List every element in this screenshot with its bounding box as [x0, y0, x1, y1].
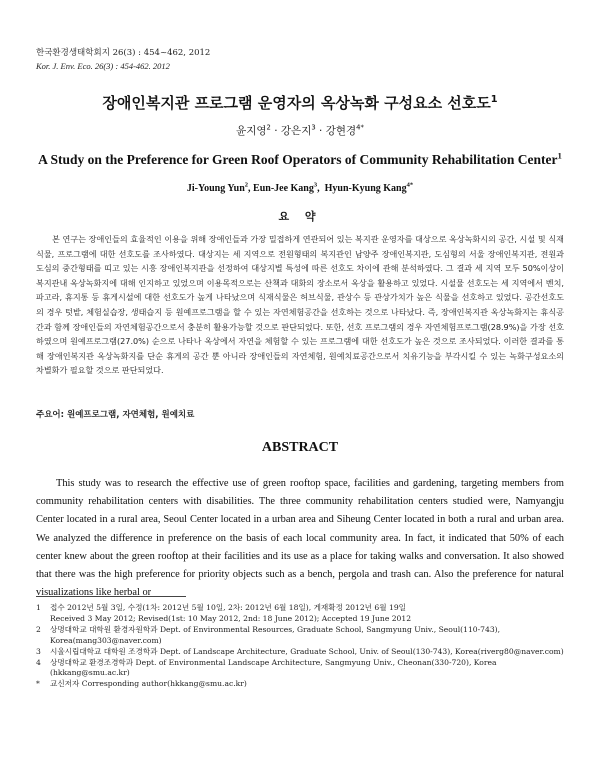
author-en-2-sup: 3: [313, 181, 318, 189]
journal-citation-en: Kor. J. Env. Eco. 26(3) : 454-462. 2012: [36, 61, 170, 71]
footnote-number: 2: [36, 624, 41, 634]
footnote-text: 상명대학교 대학원 환경자원학과 Dept. of Environmental Resources, Graduate School, Sangmyung Univ., Seoul(110-743), Korea(mang303@naver.com): [50, 624, 501, 645]
author-separator: ·: [274, 125, 278, 137]
author-separator: ·: [319, 125, 323, 137]
footnote-text: [50, 603, 564, 625]
abstract-body: This study was to research the effective use of green rooftop space, facilities and gardening, targeting members from community rehabilitation centers with disabilities. The three community rehabilitation centers studied were, Namyangju Center located in a rural area, Seoul Center located in a urban area and Siheung Center located in both a rural and urban area. We analyzed the difference in preference on the basis of each local community area. In fact, it indicated that 50% of each center knew about the green rooftop at their facilities and its use as a place for taking walks and conversation. It also showed that there was the high preference for priority objects such as a bench, pergola and trash can. Also the preference for natural visualizations like herbal or: [36, 478, 564, 599]
footnote-item: [36, 658, 564, 680]
footnotes: [36, 603, 564, 690]
author-kr-2: 강은지: [280, 125, 312, 137]
english-authors: Ji-Young Yun$^2$, Eun-Jee Kang$^3$, Hyun-Kyung Kang$^{4*}$: [186, 181, 414, 194]
korean-title-footnote-mark: 1: [490, 94, 498, 105]
author-kr-1: 윤지영: [236, 125, 267, 137]
author-kr-2-sup: 3: [311, 123, 316, 132]
footnote-text: 교신저자 Corresponding author(hkkang@smu.ac.kr): [50, 679, 247, 689]
korean-abstract-body: 본 연구는 장애인들의 효율적인 이용을 위해 장애인들과 가장 밀접하게 연관되어 있는 복지관 운영자를 대상으로 옥상녹화시의 공간, 시설 및 식재식물, 프로그램에 대한 선호도를 조사하였다. 대상지는 세 지역으로 전원형태의 복지관인 남양주 장애인복지관, 도심형의 서울 장애인복지관, 전원과 도심의 중간형태를 띠고 있는 시흥 장애인복지관을 선정하여 대상지별 특성에 따른 선호도 차이에 관해 분석하였다. 그 결과 세 지역 모두 50%이상이 복지관내 옥상녹화지에 대해 인지하고 있었으며 이용목적으로는 산책과 대화의 장소로서 옥상을 활용하고 있었다. 시설물 선호도는 세 지역에서 벤치, 파고라, 휴지통 등 휴게시설에 대한 선호도가 높게 나타났으며 식재식물은 허브식물, 관상수 등 관상가치가 높은 식물을 선호하고 있었다. 공간선호도의 경우 텃밭, 체험실습장, 생태습지 등 원예프로그램을 할 수 있는 자연체험공간을 선호하는 것으로 나타났다. 즉, 장애인복지관 옥상녹화지는 휴식공간과 함께 장애인들의 자연체험공간으로서 충분히 활용가능할 것으로 판단되었다. 또한, 선호 프로그램의 경우 자연체험프로그램(28.9%)을 가장 선호하였으며 원예프로그램(27.0%) 순으로 나타나 옥상에서 자연을 체험할 수 있는 프로그램에 대한 선호도가 높은 것으로 조사되었다. 이러한 결과를 통해 장애인복지관 옥상녹화지를 단순 휴게의 공간 뿐 아니라 장애인들의 자연체험, 원예치료공간으로서 치유기능을 부각시킬 수 있는 녹화구성요소의 차별화가 필요할 것으로 판단되었다.: [36, 234, 564, 376]
korean-title: [0, 92, 600, 113]
author-kr-3-sup: 4*: [356, 123, 364, 132]
english-title-text: A Study on the Preference for Green Roof Operators of Community Rehabilitation Center: [38, 152, 558, 167]
author-en-1-sup: 2: [244, 181, 249, 189]
abstract-heading: ABSTRACT: [261, 440, 339, 455]
footnote-item: [36, 647, 564, 658]
footnote-divider: [36, 596, 186, 597]
footnote-text: 시울시립대학교 대학원 조경학과 Dept. of Landscape Architecture, Graduate School, Univ. of Seoul(130-743), Korea(riverg80@naver.com): [50, 646, 564, 656]
footnote-line: 접수 2012년 5월 3일, 수정(1차: 2012년 5월 10일, 2차: 2012년 6월 18일), 게재확정 2012년 6월 19일: [50, 603, 406, 612]
footnote-number: 4: [36, 657, 41, 667]
author-kr-3: 강현경: [325, 125, 357, 137]
footnote-item: [36, 679, 564, 690]
footnote-number: 3: [36, 646, 41, 656]
korean-title-text: 장애인복지관 프로그램 운영자의 옥상녹화 구성요소 선호도: [102, 94, 491, 112]
author-en-3-sup: 4*: [406, 181, 414, 189]
author-en-3: Hyun-Kyung Kang: [324, 183, 407, 194]
footnote-item: [36, 603, 564, 625]
footnote-line: Received 3 May 2012; Revised(1st: 10 May 2012, 2nd: 18 June 2012); Accepted 19 June 2012: [50, 613, 412, 623]
author-en-2: Eun-Jee Kang: [253, 183, 314, 194]
korean-abstract-heading: 요 약: [278, 210, 322, 223]
author-en-1: Ji-Young Yun: [186, 183, 245, 194]
footnote-item: [36, 625, 564, 647]
author-kr-1-sup: 2: [266, 123, 271, 132]
journal-citation-kr: 한국환경생태학회지 26(3) : 454~462, 2012: [36, 48, 211, 58]
english-title-footnote-mark: 1: [557, 150, 562, 161]
footnote-text: 상명대학교 환경조경학과 Dept. of Environmental Landscape Architecture, Sangmyung Univ., Cheonan(330-720), Korea (hkkang@smu.ac.kr): [50, 657, 497, 678]
footnote-number: *: [36, 679, 40, 689]
korean-authors: [0, 123, 600, 138]
journal-header: [36, 47, 210, 73]
keywords: 주요어: 원예프로그램, 자연체험, 원예치료: [36, 410, 195, 420]
footnote-number: 1: [36, 603, 41, 612]
english-title: [0, 152, 600, 168]
